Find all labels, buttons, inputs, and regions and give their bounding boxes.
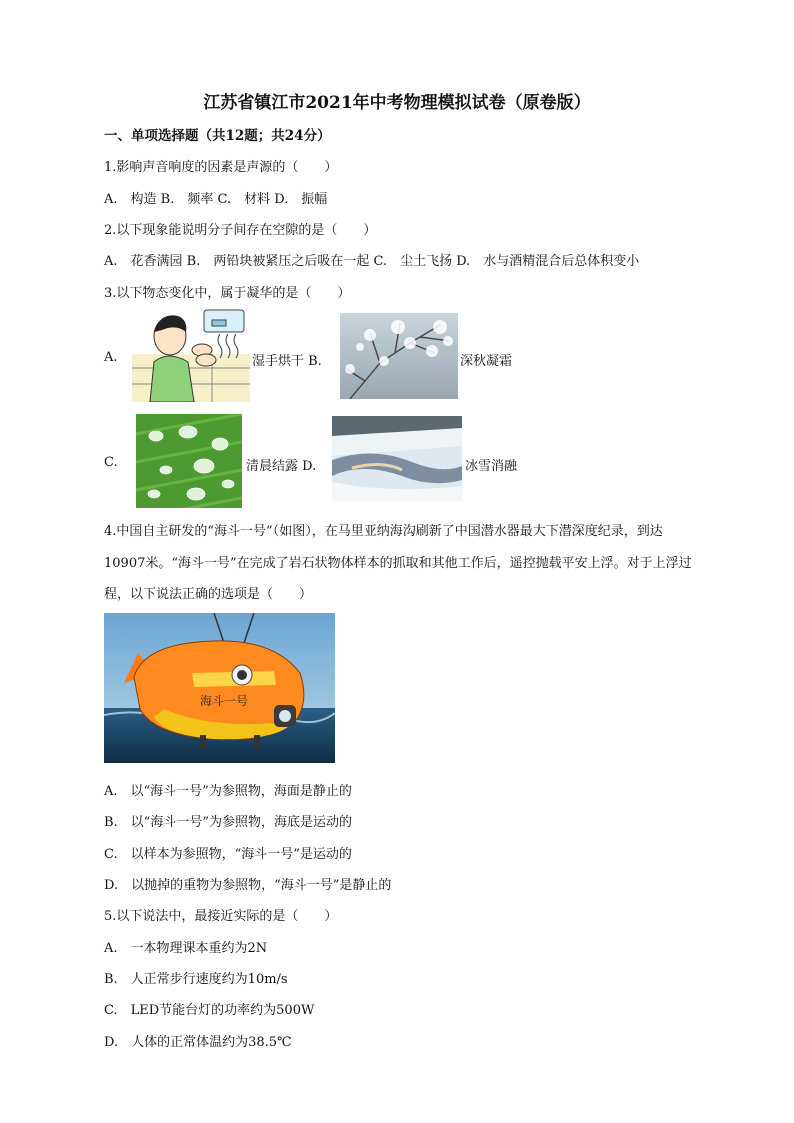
q3-stem: 3.以下物态变化中，属于凝华的是（ ）: [104, 286, 351, 301]
q4-stem-line1: 4.中国自主研发的“海斗一号”（如图），在马里亚纳海沟刷新了中国潜水器最大下潜深度纪录，到达: [104, 524, 663, 539]
q4-option-a: A. 以“海斗一号”为参照物，海面是静止的: [104, 784, 352, 799]
q5-option-d: D. 人体的正常体温约为38.5℃: [104, 1035, 292, 1050]
submersible-label: 海斗一号: [199, 694, 249, 708]
melting-snow-image: [332, 416, 462, 501]
q2-options: A. 花香满园 B. 两铅块被紧压之后吸在一起 C. 尘土飞扬 D. 水与酒精混合后总体积变小: [104, 254, 640, 269]
q4-stem-line2: 10907米。“海斗一号”在完成了岩石状物体样本的抓取和其他工作后，遥控抛载平安上浮。对于上浮过: [104, 556, 692, 571]
q5-option-c: C. LED节能台灯的功率约为500W: [104, 1003, 315, 1018]
q3-option-c-text: 清晨结露 D.: [246, 459, 317, 474]
q1-stem: 1.影响声音响度的因素是声源的（ ）: [104, 160, 338, 175]
submersible-image: [104, 613, 335, 763]
q3-option-a-letter: A.: [104, 350, 118, 365]
q3-option-c-letter: C.: [104, 455, 118, 470]
q4-option-d: D. 以抛掉的重物为参照物，“海斗一号”是静止的: [104, 878, 392, 893]
q3-option-b-text: 深秋凝霜: [460, 354, 513, 369]
section-heading: 一、单项选择题（共12题；共24分）: [104, 128, 331, 144]
q4-stem-line3: 程，以下说法正确的选项是（ ）: [104, 587, 313, 602]
q5-option-a: A. 一本物理课本重约为2N: [104, 941, 268, 956]
q2-stem: 2.以下现象能说明分子间存在空隙的是（ ）: [104, 223, 377, 238]
q1-options: A. 构造 B. 频率 C. 材料 D. 振幅: [104, 192, 328, 207]
hand-dryer-image: [132, 306, 250, 402]
q3-option-d-text: 冰雪消融: [465, 459, 518, 474]
frost-tree-image: [340, 313, 458, 399]
dew-leaf-image: [136, 414, 242, 508]
q5-option-b: B. 人正常步行速度约为10m/s: [104, 972, 288, 987]
page-title: 江苏省镇江市2021年中考物理模拟试卷（原卷版）: [203, 93, 591, 113]
q3-option-a-text: 湿手烘干 B.: [252, 354, 322, 369]
q4-option-c: C. 以样本为参照物，“海斗一号”是运动的: [104, 847, 352, 862]
q4-option-b: B. 以“海斗一号”为参照物，海底是运动的: [104, 815, 352, 830]
q5-stem: 5.以下说法中，最接近实际的是（ ）: [104, 909, 338, 924]
